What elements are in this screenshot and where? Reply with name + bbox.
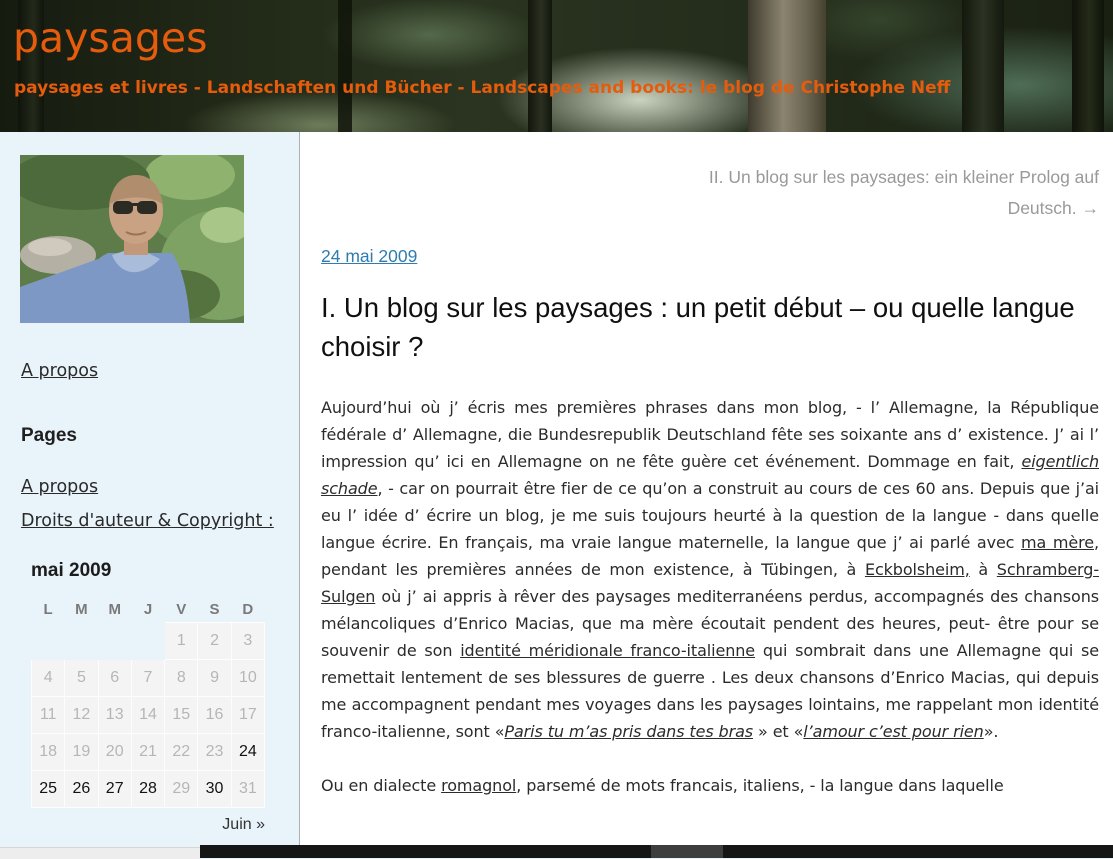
calendar-week-row xyxy=(32,697,265,734)
calendar-day: 12 xyxy=(65,697,98,734)
tree-trunk xyxy=(1072,0,1104,132)
post-title: I. Un blog sur les paysages : un petit début – ou quelle langue choisir ? xyxy=(321,292,1075,362)
inline-link[interactable]: romagnol xyxy=(441,776,517,795)
inline-link[interactable]: eigentlich schade xyxy=(321,452,1099,498)
bottom-strip-left xyxy=(0,847,200,859)
calendar-next-month-link[interactable]: Juin » xyxy=(222,816,265,833)
post-paragraph xyxy=(321,772,1099,799)
calendar-day-link[interactable]: 28 xyxy=(131,771,164,808)
inline-link[interactable]: Eckbolsheim, xyxy=(864,560,970,579)
post-text: où j’ ai appris à rêver des paysages mediterranéens perdus, accompagnés des chansons mélancoliques d’Enrico Macias, que ma mère écoutait pendent des heures, peut- être pour se souvenir de son xyxy=(321,587,1099,660)
calendar-day: 29 xyxy=(165,771,198,808)
calendar-day: 11 xyxy=(32,697,65,734)
calendar-day-header: L xyxy=(43,600,53,618)
calendar-day: 31 xyxy=(231,771,264,808)
post-text: , - car on pourrait être fier de ce qu’on a construit au cours de ces 60 ans. Depuis que j’ai eu l’ idée d’ écrire un blog, je me suis toujours heurté à la question de la langue - dans quelle langue écrire. En français, ma vraie langue maternelle, la langue que j’ ai parlé avec xyxy=(321,479,1099,552)
post-text: qui sombrait dans une Allemagne qui se remettait lentement de ses blessures de guerre . Les deux chansons d’Enrico Macias, qui depuis me accompagnent pendant mes voyages dans les paysages lointains, me rappelant mon identité franco-italienne, sont « xyxy=(321,641,1100,741)
next-post-nav xyxy=(699,162,1099,224)
calendar-day-link[interactable]: 27 xyxy=(98,771,131,808)
calendar-day: 7 xyxy=(131,660,164,697)
calendar-week-row xyxy=(32,771,265,808)
calendar-day xyxy=(131,623,164,660)
post-text: » et « xyxy=(753,722,804,741)
calendar-day: 14 xyxy=(131,697,164,734)
calendar-day: 10 xyxy=(231,660,264,697)
calendar-day-header: D xyxy=(242,600,254,618)
post-text: ». xyxy=(983,722,999,741)
calendar-day: 21 xyxy=(131,734,164,771)
calendar-day: 2 xyxy=(198,623,231,660)
inline-link[interactable]: l’amour c’est pour rien xyxy=(803,722,984,741)
calendar-day: 9 xyxy=(198,660,231,697)
calendar-day xyxy=(65,623,98,660)
calendar-table xyxy=(31,596,265,808)
calendar-day xyxy=(98,623,131,660)
calendar-day-header: M xyxy=(108,600,121,618)
calendar-day-link[interactable]: 24 xyxy=(231,734,264,771)
inline-link[interactable]: Paris tu m’as pris dans tes bras xyxy=(504,722,754,741)
calendar-day xyxy=(32,623,65,660)
calendar-day: 20 xyxy=(98,734,131,771)
calendar-day: 23 xyxy=(198,734,231,771)
blog-title[interactable]: paysages xyxy=(13,14,208,62)
calendar-day: 6 xyxy=(98,660,131,697)
calendar-week-row xyxy=(32,660,265,697)
calendar-day: 4 xyxy=(32,660,65,697)
inline-link[interactable]: Schramberg-Sulgen xyxy=(321,560,1099,606)
tree-trunk xyxy=(528,0,552,132)
calendar-day-link[interactable]: 25 xyxy=(32,771,65,808)
calendar-day: 18 xyxy=(32,734,65,771)
next-post-link[interactable]: II. Un blog sur les paysages: ein kleiner Prolog auf Deutsch. → xyxy=(708,167,1099,218)
calendar-day: 16 xyxy=(198,697,231,734)
bottom-strip-dark xyxy=(200,845,1113,858)
calendar-day: 22 xyxy=(165,734,198,771)
calendar-week-row xyxy=(32,623,265,660)
post-text: Aujourd’hui où j’ écris mes premières phrases dans mon blog, - l’ Allemagne, la République fédérale d’ Allemagne, die Bundesrepublik Deutschland fête ses soixante ans d’ existence. J’ ai l’ impression qu’ ici en Allemagne on ne fête guère cet événement. Dommage en fait, xyxy=(321,398,1099,471)
calendar-day: 15 xyxy=(165,697,198,734)
calendar-day: 5 xyxy=(65,660,98,697)
main-content xyxy=(300,132,1113,845)
post-text: Ou en dialecte xyxy=(321,776,442,795)
sidebar xyxy=(0,132,300,845)
calendar-day-header: V xyxy=(176,600,187,618)
tree-trunk xyxy=(338,0,352,132)
sidebar-page-link-a-propos[interactable]: A propos xyxy=(21,477,99,497)
calendar-day-link[interactable]: 30 xyxy=(198,771,231,808)
post-paragraph xyxy=(321,394,1099,745)
header-banner xyxy=(0,0,1113,132)
calendar-day-header: S xyxy=(209,600,220,618)
calendar-day: 8 xyxy=(165,660,198,697)
calendar-widget xyxy=(31,560,265,834)
post-text: , pendant les premières années de mon existence, à Tübingen, à xyxy=(321,533,1099,579)
tree-trunk xyxy=(748,0,826,132)
sidebar-link-a-propos[interactable]: A propos xyxy=(21,361,99,381)
post-date-link[interactable]: 24 mai 2009 xyxy=(321,246,418,266)
bottom-strip xyxy=(0,845,1113,858)
calendar-day-link[interactable]: 26 xyxy=(65,771,98,808)
calendar-day-header: J xyxy=(143,600,153,618)
post-text: à xyxy=(969,560,997,579)
sidebar-page-link-droits-auteur[interactable]: Droits d'auteur & Copyright : xyxy=(21,511,274,531)
pages-heading: Pages xyxy=(21,425,77,446)
author-photo xyxy=(20,155,244,323)
inline-link[interactable]: identité méridionale franco-italienne xyxy=(460,641,756,660)
calendar-week-row xyxy=(32,734,265,771)
calendar-day: 19 xyxy=(65,734,98,771)
inline-link[interactable]: ma mère xyxy=(1021,533,1094,552)
calendar-day: 3 xyxy=(231,623,264,660)
calendar-header-row xyxy=(32,596,265,623)
calendar-day: 13 xyxy=(98,697,131,734)
calendar-day-header: M xyxy=(75,600,88,618)
calendar-caption: mai 2009 xyxy=(31,560,112,581)
post-body xyxy=(321,394,1099,826)
tree-trunk xyxy=(962,0,1004,132)
blog-subtitle: paysages et livres - Landschaften und Bücher - Landscapes and books: le blog de Christophe Neff xyxy=(14,78,951,98)
calendar-day: 1 xyxy=(165,623,198,660)
bottom-strip-segment xyxy=(651,845,723,858)
calendar-day: 17 xyxy=(231,697,264,734)
post-text: , parsemé de mots francais, italiens, - la langue dans laquelle xyxy=(516,776,1004,795)
